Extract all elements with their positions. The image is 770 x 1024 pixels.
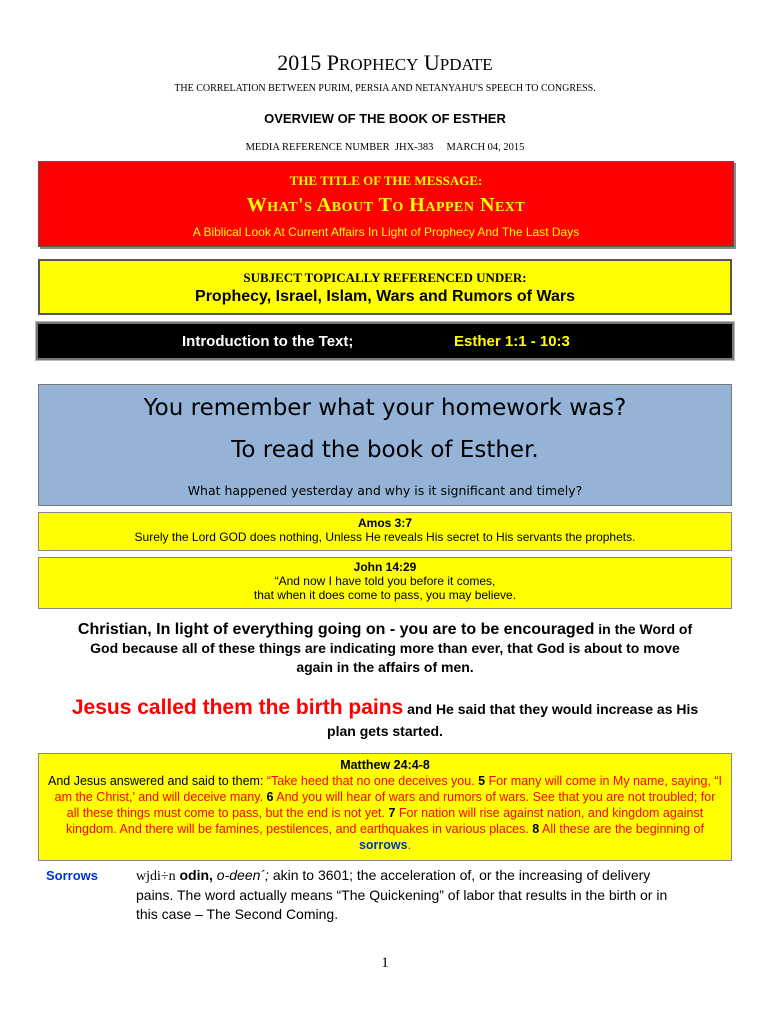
verse-text: “And now I have told you before it comes, xyxy=(274,574,496,588)
verse-john xyxy=(38,557,732,609)
verse-matthew xyxy=(38,753,732,861)
subject-box xyxy=(38,259,732,315)
message-title-box xyxy=(38,161,734,247)
overview-heading: OVERVIEW OF THE BOOK OF ESTHER xyxy=(264,111,506,126)
intro-reference: Esther 1:1 - 10:3 xyxy=(454,333,570,350)
media-reference: MEDIA REFERENCE NUMBER JHX-383 MARCH 04, 2015 xyxy=(245,142,525,153)
verse-reference: Matthew 24:4-8 xyxy=(340,758,430,772)
verse-reference: Amos 3:7 xyxy=(357,516,413,530)
page-title: 2015 PROPHECY UPDATE xyxy=(277,50,493,75)
page-subtitle: THE CORRELATION BETWEEN PURIM, PERSIA AND NETANYAHU'S SPEECH TO CONGRESS. xyxy=(174,83,596,94)
message-title-label: THE TITLE OF THE MESSAGE: xyxy=(289,173,483,188)
message-subtitle: A Biblical Look At Current Affairs In Light of Prophecy And The Last Days xyxy=(192,225,580,239)
verse-amos xyxy=(38,512,732,551)
homework-box xyxy=(38,384,732,506)
intro-label: Introduction to the Text; xyxy=(182,333,354,350)
homework-question: You remember what your homework was? xyxy=(143,395,627,421)
encouragement-paragraph: Christian, In light of everything going on - you are to be encouraged in the Word of God because all of these things are indicating more than ever, that God is about to move again in the affairs of men. xyxy=(77,621,693,675)
definition-term: Sorrows xyxy=(46,868,99,883)
intro-box xyxy=(36,322,734,360)
message-title: What's About To Happen Next xyxy=(246,194,526,216)
subject-label: SUBJECT TOPICALLY REFERENCED UNDER: xyxy=(243,270,527,285)
verse-text: Surely the Lord GOD does nothing, Unless He reveals His secret to His servants the prophets. xyxy=(134,530,636,544)
verse-reference: John 14:29 xyxy=(353,560,417,574)
homework-prompt: What happened yesterday and why is it significant and timely? xyxy=(187,483,583,498)
verse-text: that when it does come to pass, you may believe. xyxy=(253,588,517,602)
homework-answer: To read the book of Esther. xyxy=(231,437,539,463)
verse-text: And Jesus answered and said to them: “Take heed that no one deceives you. 5 For many will come in My name, saying, “I am the Christ,’ and will deceive many. 6 And you will hear of wars and rumors of wars. See that you are not troubled; for all these things must come to pass, but the end is not yet. 7 For nation will rise against nation, and kingdom against kingdom. And there will be famines, pestilences, and earthquakes in various places. 8 All these are the beginning of sorrows. xyxy=(48,774,722,852)
definition-text: wjdi÷n odin, o-deen´; akin to 3601; the acceleration of, or the increasing of delivery pains. The word actually means “The Quickening” of labor that results in the birth or in this case – The Second Coming. xyxy=(136,867,668,922)
birth-pains-paragraph: Jesus called them the birth pains and He said that they would increase as His plan gets started. xyxy=(71,696,699,739)
page-number: 1 xyxy=(381,955,389,971)
subject-topics: Prophecy, Israel, Islam, Wars and Rumors of Wars xyxy=(195,288,575,305)
